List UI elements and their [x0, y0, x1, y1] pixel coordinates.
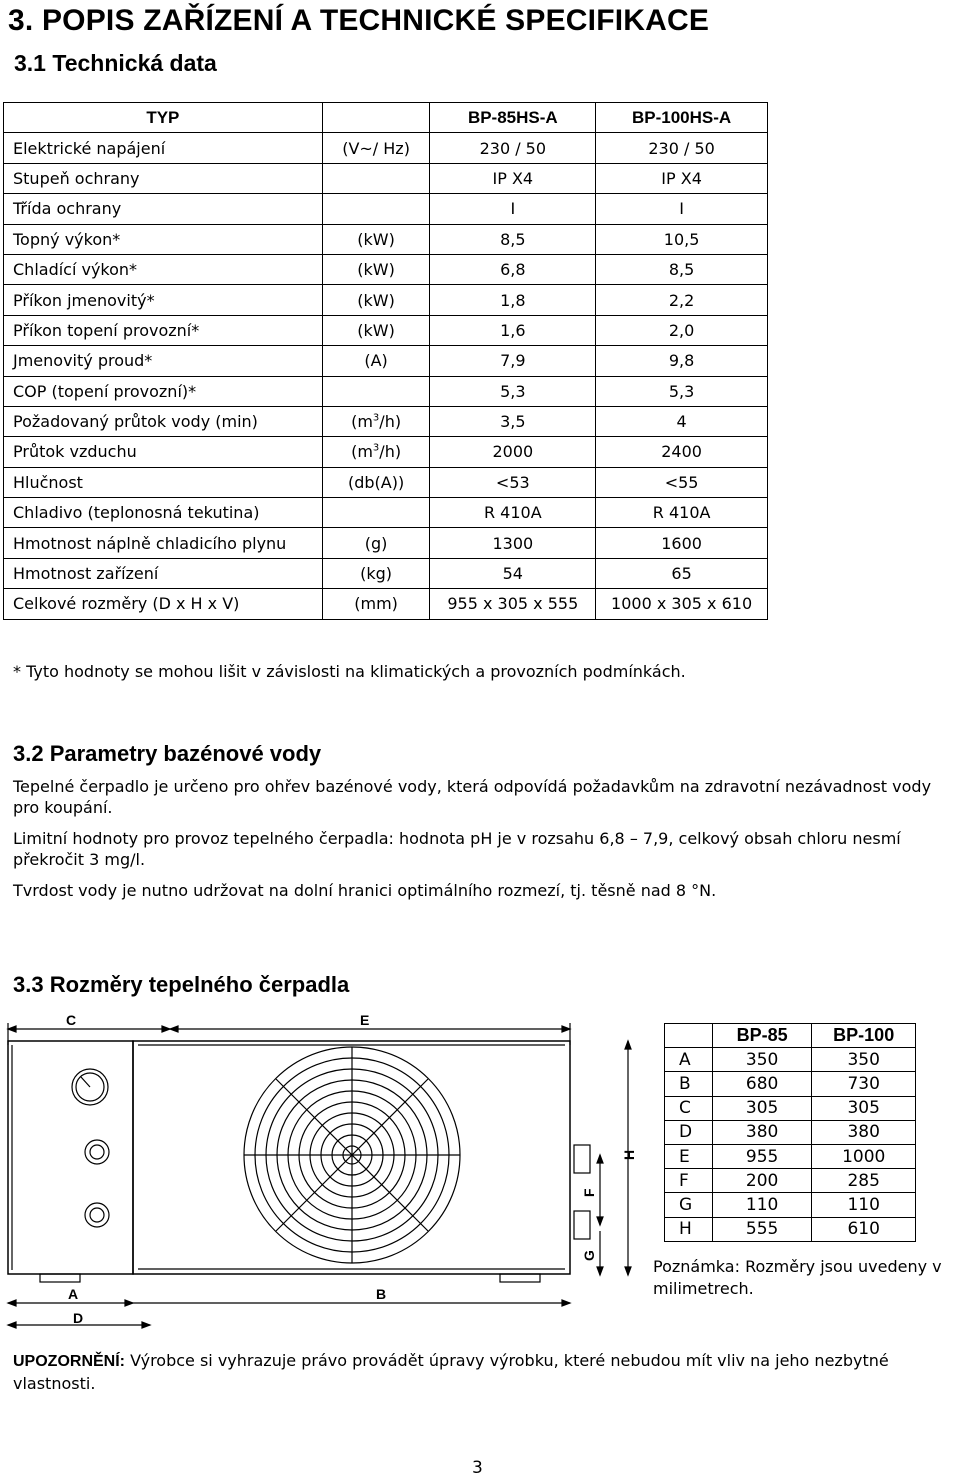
spec-param-cell: Hlučnost	[4, 467, 323, 497]
spec-param-cell: Příkon topení provozní*	[4, 315, 323, 345]
dimension-value-cell: 1000	[812, 1144, 916, 1168]
spec-header-cell	[322, 103, 430, 133]
spec-unit-cell	[322, 498, 430, 528]
table-row	[4, 315, 768, 345]
spec-param-cell: Celkové rozměry (D x H x V)	[4, 589, 323, 619]
page-heading: 3. POPIS ZAŘÍZENÍ A TECHNICKÉ SPECIFIKACE	[8, 4, 710, 37]
spec-table	[3, 102, 768, 620]
spec-unit-cell: (kW)	[322, 224, 430, 254]
spec-param-cell: Chladivo (teplonosná tekutina)	[4, 498, 323, 528]
table-row	[665, 1217, 916, 1241]
page-number: 3	[472, 1458, 483, 1478]
paragraph-water-purpose: Tepelné čerpadlo je určeno pro ohřev bazénové vody, která odpovídá požadavkům na zdravotní nezávadnost vody pro koupání.	[13, 777, 932, 817]
spec-value-cell: IP X4	[596, 163, 768, 193]
drawing-label-h: H	[621, 1149, 637, 1160]
dimensions-header-cell	[665, 1024, 713, 1048]
spec-param-cell: Příkon jmenovitý*	[4, 285, 323, 315]
table-row	[4, 437, 768, 467]
spec-param-cell: Jmenovitý proud*	[4, 346, 323, 376]
section-title-pool-water: 3.2 Parametry bazénové vody	[13, 741, 322, 766]
spec-param-cell: Požadovaný průtok vody (min)	[4, 406, 323, 436]
service-valve-bottom	[574, 1211, 590, 1239]
spec-param-cell: Stupeň ochrany	[4, 163, 323, 193]
table-row	[4, 498, 768, 528]
spec-unit-cell: (A)	[322, 346, 430, 376]
spec-value-cell: 4	[596, 406, 768, 436]
spec-unit-cell: (kW)	[322, 254, 430, 284]
spec-param-cell: Průtok vzduchu	[4, 437, 323, 467]
dimension-letter-cell: E	[665, 1144, 713, 1168]
spec-value-cell: 230 / 50	[430, 133, 596, 163]
dimension-value-cell: 730	[812, 1072, 916, 1096]
spec-value-cell: 5,3	[596, 376, 768, 406]
spec-value-cell: 10,5	[596, 224, 768, 254]
drawing-label-e: E	[360, 1012, 370, 1028]
warning-text: Výrobce si vyhrazuje právo provádět úpravy výrobku, které nebudou mít vliv na jeho nezbytné vlastnosti.	[13, 1351, 889, 1393]
dimension-value-cell: 955	[712, 1144, 812, 1168]
table-row	[4, 346, 768, 376]
dimensions-header-cell: BP-100	[812, 1024, 916, 1048]
drawing-label-d: D	[73, 1310, 84, 1326]
spec-value-cell: 5,3	[430, 376, 596, 406]
spec-unit-cell: (V~/ Hz)	[322, 133, 430, 163]
section-title-technical-data: 3.1 Technická data	[14, 50, 217, 76]
table-row	[665, 1072, 916, 1096]
table-row	[4, 133, 768, 163]
spec-value-cell: 955 x 305 x 555	[430, 589, 596, 619]
water-fitting-bottom	[85, 1203, 109, 1227]
table-row	[665, 1169, 916, 1193]
table-row	[4, 558, 768, 588]
table-row	[4, 285, 768, 315]
table-row	[4, 224, 768, 254]
table-row	[4, 406, 768, 436]
spec-param-cell: Hmotnost náplně chladicího plynu	[4, 528, 323, 558]
paragraph-limit-values: Limitní hodnoty pro provoz tepelného čerpadla: hodnota pH je v rozsahu 6,8 – 7,9, celkový obsah chloru nesmí překročit 3 mg/l.	[13, 829, 901, 869]
table-row	[4, 376, 768, 406]
dimension-letter-cell: F	[665, 1169, 713, 1193]
table-row	[4, 528, 768, 558]
dimension-value-cell: 110	[812, 1193, 916, 1217]
table-row	[4, 163, 768, 193]
heat-pump-drawing	[0, 1005, 650, 1335]
spec-value-cell: <53	[430, 467, 596, 497]
spec-value-cell: <55	[596, 467, 768, 497]
spec-header-cell: BP-100HS-A	[596, 103, 768, 133]
table-row	[665, 1144, 916, 1168]
spec-value-cell: 2000	[430, 437, 596, 467]
spec-value-cell: 230 / 50	[596, 133, 768, 163]
table-row	[665, 1048, 916, 1072]
table-row	[4, 254, 768, 284]
housing-side	[8, 1041, 133, 1274]
drawing-label-c: C	[66, 1012, 77, 1028]
dimension-value-cell: 285	[812, 1169, 916, 1193]
spec-value-cell: 2,2	[596, 285, 768, 315]
spec-unit-cell	[322, 194, 430, 224]
drawing-label-a: A	[68, 1286, 79, 1302]
spec-unit-cell: (mm)	[322, 589, 430, 619]
table-footnote: * Tyto hodnoty se mohou lišit v závislosti na klimatických a provozních podmínkách.	[13, 662, 686, 681]
spec-value-cell: 8,5	[430, 224, 596, 254]
dimension-value-cell: 110	[712, 1193, 812, 1217]
spec-param-cell: Třída ochrany	[4, 194, 323, 224]
spec-header-cell: TYP	[4, 103, 323, 133]
table-row	[665, 1096, 916, 1120]
dimensions-header-cell: BP-85	[712, 1024, 812, 1048]
spec-value-cell: 54	[430, 558, 596, 588]
spec-unit-cell: (g)	[322, 528, 430, 558]
spec-value-cell: 1600	[596, 528, 768, 558]
table-row	[4, 467, 768, 497]
spec-value-cell: R 410A	[596, 498, 768, 528]
spec-unit-cell	[322, 376, 430, 406]
dimension-letter-cell: H	[665, 1217, 713, 1241]
dimension-value-cell: 380	[812, 1120, 916, 1144]
dimension-value-cell: 680	[712, 1072, 812, 1096]
spec-value-cell: 1,8	[430, 285, 596, 315]
spec-unit-cell: (kW)	[322, 285, 430, 315]
spec-value-cell: 7,9	[430, 346, 596, 376]
spec-param-cell: COP (topení provozní)*	[4, 376, 323, 406]
dimension-value-cell: 610	[812, 1217, 916, 1241]
dimensions-table-header	[665, 1024, 916, 1048]
fan-grille	[244, 1047, 460, 1263]
spec-unit-cell: (kg)	[322, 558, 430, 588]
dimension-value-cell: 350	[712, 1048, 812, 1072]
spec-value-cell: 1,6	[430, 315, 596, 345]
spec-param-cell: Topný výkon*	[4, 224, 323, 254]
service-valve-top	[574, 1145, 590, 1173]
spec-value-cell: 1000 x 305 x 610	[596, 589, 768, 619]
dimension-letter-cell: C	[665, 1096, 713, 1120]
spec-unit-cell: (db(A))	[322, 467, 430, 497]
dimension-value-cell: 200	[712, 1169, 812, 1193]
dimension-letter-cell: B	[665, 1072, 713, 1096]
spec-table-header	[4, 103, 768, 133]
spec-value-cell: 2,0	[596, 315, 768, 345]
section-title-dimensions: 3.3 Rozměry tepelného čerpadla	[13, 972, 350, 997]
spec-unit-cell: $(m^3/h)$	[322, 437, 430, 467]
dimension-letter-cell: D	[665, 1120, 713, 1144]
spec-value-cell: 6,8	[430, 254, 596, 284]
dimension-value-cell: 305	[812, 1096, 916, 1120]
table-row	[4, 589, 768, 619]
spec-value-cell: 3,5	[430, 406, 596, 436]
paragraph-water-hardness: Tvrdost vody je nutno udržovat na dolní hranici optimálního rozmezí, tj. těsně nad 8 °N.	[13, 881, 717, 900]
dimensions-table	[664, 1023, 916, 1242]
spec-unit-cell: (kW)	[322, 315, 430, 345]
dimension-value-cell: 305	[712, 1096, 812, 1120]
warning-notice	[13, 1350, 958, 1395]
spec-value-cell: I	[430, 194, 596, 224]
water-fitting-top	[85, 1140, 109, 1164]
dimension-letter-cell: A	[665, 1048, 713, 1072]
spec-value-cell: I	[596, 194, 768, 224]
table-row	[665, 1193, 916, 1217]
spec-param-cell: Chladící výkon*	[4, 254, 323, 284]
spec-unit-cell: $(m^3/h)$	[322, 406, 430, 436]
spec-param-cell: Hmotnost zařízení	[4, 558, 323, 588]
table-row	[665, 1120, 916, 1144]
spec-value-cell: 9,8	[596, 346, 768, 376]
drawing-label-f: F	[581, 1188, 597, 1197]
dimension-value-cell: 350	[812, 1048, 916, 1072]
spec-value-cell: 2400	[596, 437, 768, 467]
spec-value-cell: 1300	[430, 528, 596, 558]
table-row	[4, 194, 768, 224]
spec-param-cell: Elektrické napájení	[4, 133, 323, 163]
dimension-value-cell: 555	[712, 1217, 812, 1241]
spec-unit-cell	[322, 163, 430, 193]
drawing-label-b: B	[376, 1286, 387, 1302]
spec-value-cell: R 410A	[430, 498, 596, 528]
spec-header-cell: BP-85HS-A	[430, 103, 596, 133]
dimension-letter-cell: G	[665, 1193, 713, 1217]
dimension-value-cell: 380	[712, 1120, 812, 1144]
spec-value-cell: 65	[596, 558, 768, 588]
warning-label: UPOZORNĚNÍ:	[13, 1353, 125, 1370]
drawing-label-g: G	[581, 1250, 597, 1261]
dimensions-note: Poznámka: Rozměry jsou uvedeny v milimetrech.	[653, 1257, 942, 1298]
spec-value-cell: 8,5	[596, 254, 768, 284]
spec-value-cell: IP X4	[430, 163, 596, 193]
